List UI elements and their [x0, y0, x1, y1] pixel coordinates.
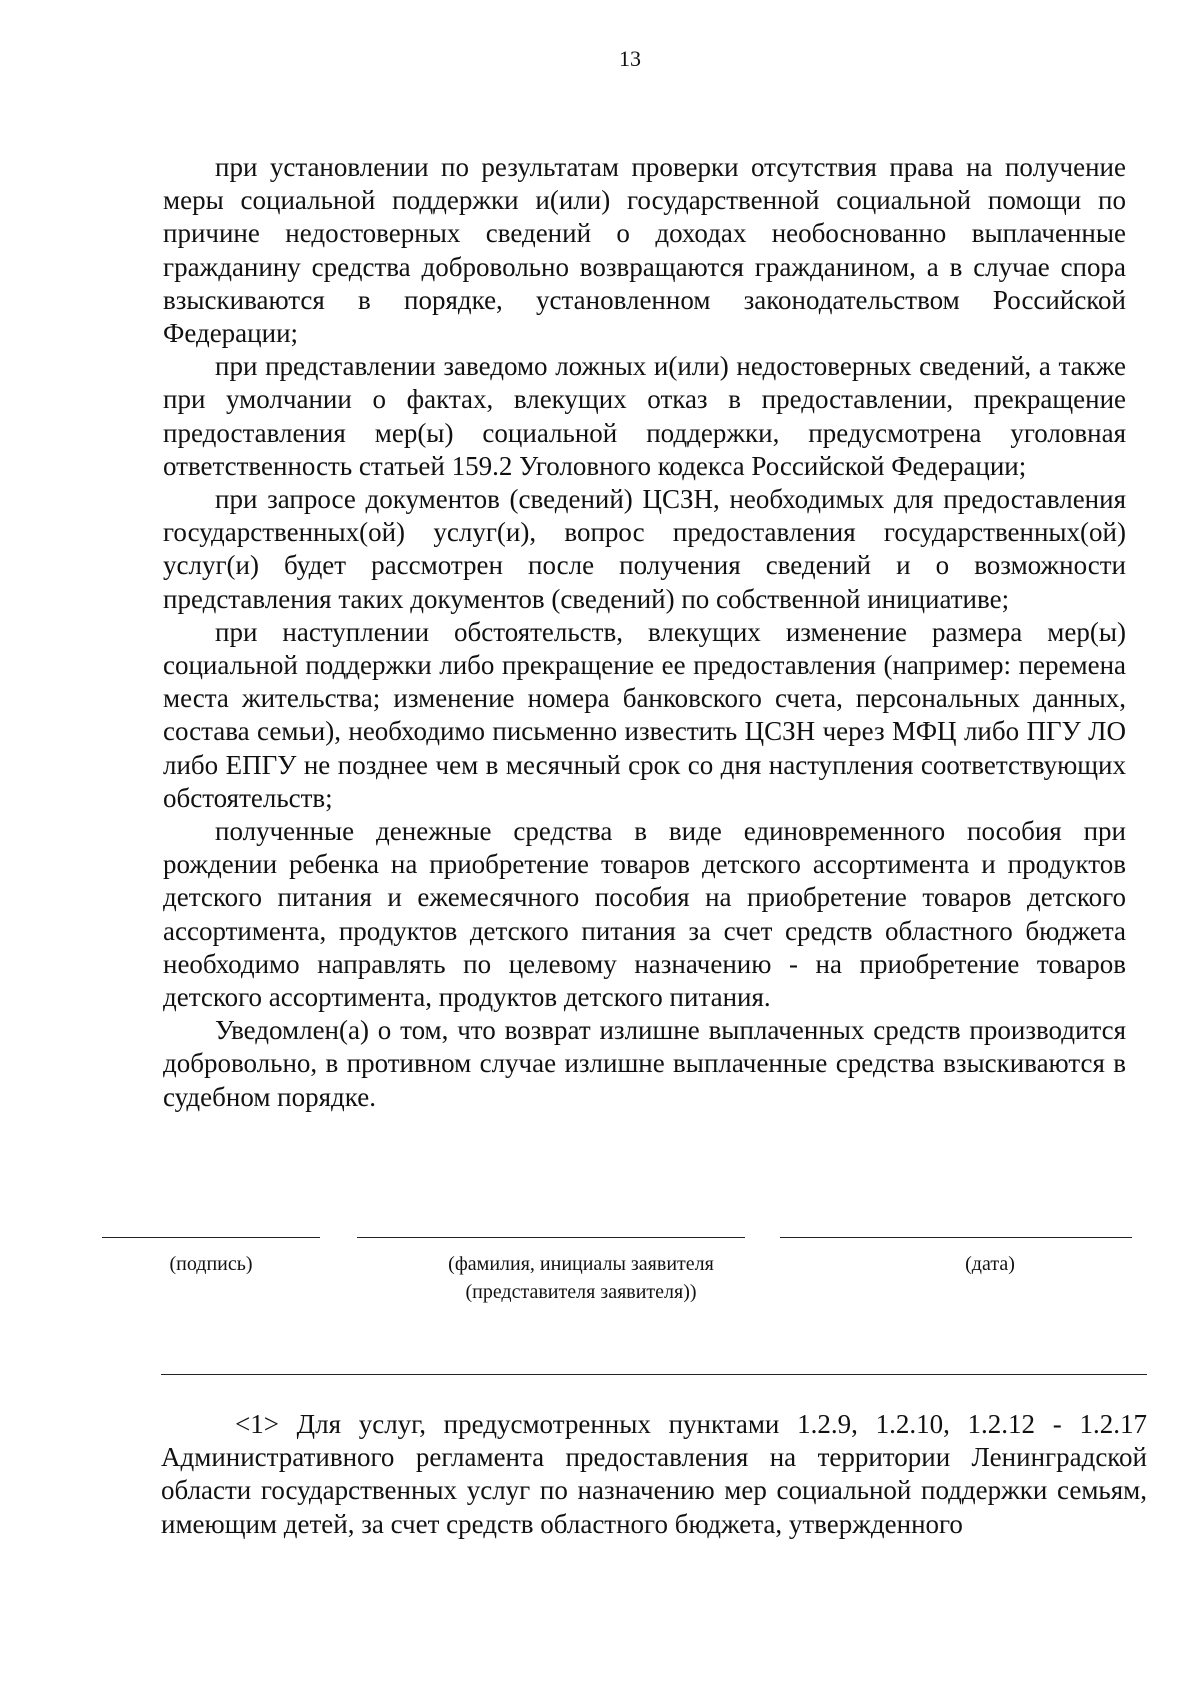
- date-caption: (дата): [965, 1253, 1015, 1275]
- signature-caption: (подпись): [169, 1253, 253, 1275]
- signature-line: [102, 1237, 320, 1238]
- date-line: [780, 1237, 1132, 1238]
- name-line: [357, 1237, 745, 1238]
- page-number: 13: [619, 46, 641, 71]
- body-text: [163, 151, 1126, 1114]
- paragraph-change-notification: при наступлении обстоятельств, влекущих изменение размера мер(ы) социальной поддержки либо прекращение ее предоставления (например: перемена места жительства; изменение номера банковского счета, персональных данных, состава семьи), необходимо письменно известить ЦСЗН через МФЦ либо ПГУ ЛО либо ЕПГУ не позднее чем в месячный срок со дня наступления соответствующих обстоятельств;: [163, 616, 1126, 813]
- paragraph-refund-obligation: при установлении по результатам проверки отсутствия права на получение меры социальной поддержки и(или) государственной социальной помощи по причине недостоверных сведений о доходах необоснованно выплаченные гражданину средства добровольно возвращаются гражданином, а в случае спора взыскиваются в порядке, установленном законодательством Российской Федерации;: [163, 152, 1126, 349]
- name-caption: (фамилия, инициалы заявителя (представителя заявителя)): [448, 1253, 714, 1303]
- footnote-separator: [161, 1374, 1147, 1375]
- footnote: <1> Для услуг, предусмотренных пунктами 1.2.9, 1.2.10, 1.2.12 - 1.2.17 Административного регламента предоставления на территории Ленинградской области государственных услуг по назначению мер социальной поддержки семьям, имеющим детей, за счет средств областного бюджета, утвержденного: [161, 1409, 1147, 1539]
- paragraph-targeted-use: полученные денежные средства в виде единовременного пособия при рождении ребенка на приобретение товаров детского ассортимента и продуктов детского питания и ежемесячного пособия на приобретение товаров детского ассортимента, продуктов детского питания за счет средств областного бюджета необходимо направлять по целевому назначению - на приобретение товаров детского ассортимента, продуктов детского питания.: [163, 816, 1126, 1013]
- paragraph-document-request: при запросе документов (сведений) ЦСЗН, необходимых для предоставления государственных(ой) услуг(и), вопрос предоставления государственных(ой) услуг(и) будет рассмотрен после получения сведений и о возможности представления таких документов (сведений) по собственной инициативе;: [163, 484, 1126, 614]
- paragraph-acknowledgement: Уведомлен(а) о том, что возврат излишне выплаченных средств производится добровольно, в противном случае излишне выплаченные средства взыскиваются в судебном порядке.: [163, 1015, 1126, 1112]
- paragraph-criminal-liability: при представлении заведомо ложных и(или) недостоверных сведений, а также при умолчании о фактах, влекущих отказ в предоставлении, прекращение предоставления мер(ы) социальной поддержки, предусмотрена уголовная ответственность статьей 159.2 Уголовного кодекса Российской Федерации;: [163, 351, 1126, 481]
